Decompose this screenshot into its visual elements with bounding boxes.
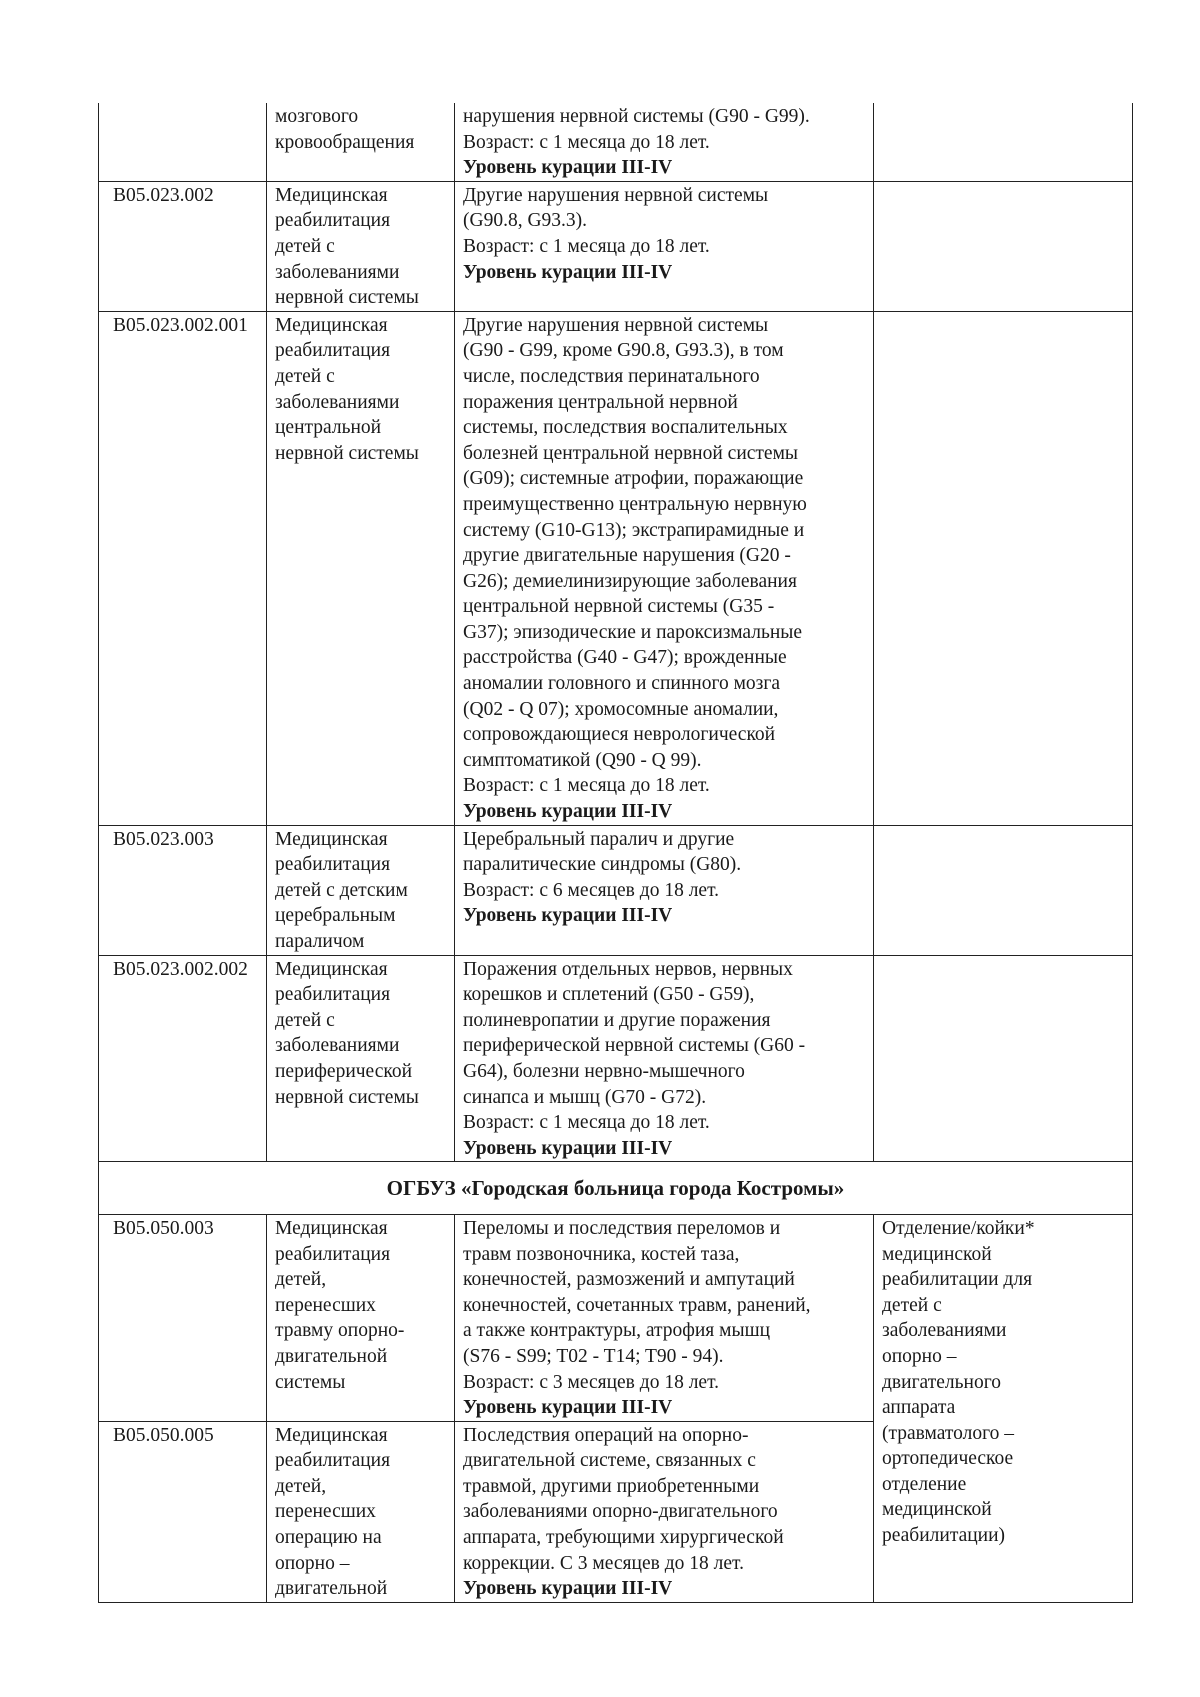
condition-cell-line: а также контрактуры, атрофия мышц <box>463 1320 771 1342</box>
department-cell-empty <box>874 825 1133 955</box>
name-cell-line: Медицинская <box>275 958 388 980</box>
name-cell-line: операцию на <box>275 1527 382 1549</box>
level-label: Уровень курации III-IV <box>463 905 673 927</box>
table-row <box>99 955 1133 1162</box>
condition-cell-line: (Q02 - Q 07); хромосомные аномалии, <box>463 698 779 720</box>
condition-cell-line: Возраст: с 6 месяцев до 18 лет. <box>463 879 720 901</box>
condition-cell-line: G64), болезни нервно-мышечного <box>463 1060 745 1082</box>
name-cell-line: детей, <box>275 1475 327 1497</box>
name-cell-line: заболеваниями <box>275 391 400 413</box>
level-label: Уровень курации III-IV <box>463 1137 673 1159</box>
condition-cell-line: коррекции. С 3 месяцев до 18 лет. <box>463 1552 744 1574</box>
table-row <box>99 1214 1133 1421</box>
condition-cell-line: (G09); системные атрофии, поражающие <box>463 468 804 490</box>
condition-cell-line: Поражения отдельных нервов, нервных <box>463 958 793 980</box>
name-cell-line: нервной системы <box>275 287 419 309</box>
name-cell-line: двигательной <box>275 1345 388 1367</box>
condition-cell-line: числе, последствия перинатального <box>463 365 760 387</box>
condition-cell-line: сопровождающиеся неврологической <box>463 724 776 746</box>
condition-cell-line: (S76 - S99; T02 - T14; T90 - 94). <box>463 1345 724 1367</box>
name-cell-line: параличом <box>275 931 365 952</box>
name-cell-line: перенесших <box>275 1501 376 1523</box>
condition-cell-line: (G90 - G99, кроме G90.8, G93.3), в том <box>463 340 784 362</box>
name-cell-line: перенесших <box>275 1294 376 1316</box>
level-label: Уровень курации III-IV <box>463 801 673 823</box>
name-cell-line: Медицинская <box>275 1217 388 1239</box>
name-cell <box>267 103 455 181</box>
condition-cell-line: Возраст: с 1 месяца до 18 лет. <box>463 1112 710 1134</box>
condition-cell-line: корешков и сплетений (G50 - G59), <box>463 984 755 1006</box>
name-cell-line: центральной <box>275 417 382 439</box>
name-cell-line: системы <box>275 1371 346 1393</box>
name-cell-line: детей с <box>275 235 335 257</box>
condition-cell-line: другие двигательные нарушения (G20 - <box>463 545 791 567</box>
table-row <box>99 103 1133 181</box>
condition-cell-line: Возраст: с 3 месяцев до 18 лет. <box>463 1371 720 1393</box>
name-cell <box>267 311 455 825</box>
code-cell: В05.023.003 <box>99 825 267 955</box>
condition-cell <box>455 1421 874 1602</box>
department-cell-line: (травматолого – <box>882 1422 1015 1444</box>
name-cell-line: заболеваниями <box>275 1035 400 1057</box>
condition-cell-line: Возраст: с 1 месяца до 18 лет. <box>463 131 710 153</box>
table-row <box>99 311 1133 825</box>
condition-cell-line: G37); эпизодические и пароксизмальные <box>463 621 803 643</box>
condition-cell-line: конечностей, размозжений и ампутаций <box>463 1269 795 1291</box>
condition-cell-line: центральной нервной системы (G35 - <box>463 596 775 618</box>
name-cell-line: реабилитация <box>275 1450 391 1472</box>
table-row <box>99 825 1133 955</box>
name-cell-line: опорно – <box>275 1552 350 1574</box>
name-cell-line: детей с <box>275 365 335 387</box>
name-cell <box>267 955 455 1162</box>
table-body-part2 <box>99 1214 1133 1602</box>
code-cell: В05.050.005 <box>99 1421 267 1602</box>
department-cell-line: отделение <box>882 1473 967 1495</box>
condition-cell <box>455 1214 874 1421</box>
name-cell-line: двигательной <box>275 1578 388 1600</box>
department-cell-line: ортопедическое <box>882 1448 1014 1470</box>
department-cell-line: Отделение/койки* <box>882 1217 1035 1239</box>
name-cell-line: мозгового <box>275 106 359 127</box>
condition-cell-line: травм позвоночника, костей таза, <box>463 1243 740 1265</box>
department-cell-line: опорно – <box>882 1345 957 1367</box>
name-cell-line: Медицинская <box>275 828 388 850</box>
code-cell: В05.023.002.001 <box>99 311 267 825</box>
condition-cell-line: болезней центральной нервной системы <box>463 442 799 464</box>
department-cell-empty <box>874 103 1133 181</box>
name-cell-line: реабилитация <box>275 1243 391 1265</box>
name-cell-line: детей с <box>275 1009 335 1031</box>
name-cell-line: кровообращения <box>275 131 415 153</box>
name-cell-line: Медицинская <box>275 1424 388 1446</box>
condition-cell <box>455 825 874 955</box>
condition-cell-line: двигательной системе, связанных с <box>463 1450 756 1472</box>
name-cell-line: нервной системы <box>275 442 419 464</box>
condition-cell <box>455 311 874 825</box>
condition-cell-line: поражения центральной нервной <box>463 391 738 413</box>
name-cell <box>267 1421 455 1602</box>
org-title: ОГБУЗ «Городская больница города Костромы» <box>99 1162 1133 1215</box>
condition-cell-line: Возраст: с 1 месяца до 18 лет. <box>463 235 710 257</box>
name-cell-line: заболеваниями <box>275 261 400 283</box>
condition-cell-line: (G90.8, G93.3). <box>463 210 588 232</box>
condition-cell <box>455 103 874 181</box>
condition-cell-line: паралитические синдромы (G80). <box>463 854 742 876</box>
condition-cell-line: Церебральный паралич и другие <box>463 828 735 850</box>
name-cell-line: периферической <box>275 1060 413 1082</box>
department-cell-empty <box>874 181 1133 311</box>
condition-cell-line: симптоматикой (Q90 - Q 99). <box>463 749 702 771</box>
department-cell-line: медицинской <box>882 1243 992 1265</box>
condition-cell-line: расстройства (G40 - G47); врожденные <box>463 647 787 669</box>
table-body-part1 <box>99 103 1133 1162</box>
condition-cell-line: Возраст: с 1 месяца до 18 лет. <box>463 775 710 797</box>
department-cell-line: заболеваниями <box>882 1320 1007 1342</box>
condition-cell-line: G26); демиелинизирующие заболевания <box>463 570 797 592</box>
department-cell-line: медицинской <box>882 1499 992 1521</box>
name-cell-line: травму опорно- <box>275 1320 405 1342</box>
name-cell-line: нервной системы <box>275 1086 419 1108</box>
condition-cell-line: периферической нервной системы (G60 - <box>463 1035 806 1057</box>
department-cell-line: реабилитации для <box>882 1269 1033 1291</box>
condition-cell-line: Другие нарушения нервной системы <box>463 314 769 336</box>
code-cell: В05.023.002 <box>99 181 267 311</box>
condition-cell-line: Другие нарушения нервной системы <box>463 184 769 206</box>
code-cell <box>99 103 267 181</box>
name-cell-line: реабилитация <box>275 210 391 232</box>
table-row <box>99 181 1133 311</box>
rehabilitation-table <box>98 103 1133 1603</box>
condition-cell-line: аномалии головного и спинного мозга <box>463 673 781 695</box>
condition-cell-line: травмой, другими приобретенными <box>463 1475 760 1497</box>
department-cell-empty <box>874 311 1133 825</box>
condition-cell-line: конечностей, сочетанных травм, ранений, <box>463 1294 811 1316</box>
name-cell-line: Медицинская <box>275 314 388 336</box>
level-label: Уровень курации III-IV <box>463 1578 673 1600</box>
department-cell-line: аппарата <box>882 1397 956 1419</box>
condition-cell-line: заболеваниями опорно-двигательного <box>463 1501 778 1523</box>
org-title-row <box>99 1162 1133 1215</box>
department-cell-line: двигательного <box>882 1371 1001 1393</box>
department-cell <box>874 1214 1133 1602</box>
department-cell-line: детей с <box>882 1294 942 1316</box>
name-cell <box>267 1214 455 1421</box>
code-cell: В05.050.003 <box>99 1214 267 1421</box>
level-label: Уровень курации III-IV <box>463 261 673 283</box>
condition-cell-line: систему (G10-G13); экстрапирамидные и <box>463 519 805 541</box>
name-cell <box>267 825 455 955</box>
condition-cell-line: нарушения нервной системы (G90 - G99). <box>463 106 810 127</box>
level-label: Уровень курации III-IV <box>463 157 673 179</box>
name-cell-line: детей, <box>275 1269 327 1291</box>
name-cell-line: Медицинская <box>275 184 388 206</box>
condition-cell <box>455 181 874 311</box>
condition-cell-line: системы, последствия воспалительных <box>463 417 788 439</box>
table-body-org <box>99 1162 1133 1215</box>
condition-cell-line: синапса и мышц (G70 - G72). <box>463 1086 707 1108</box>
name-cell-line: детей с детским <box>275 879 408 901</box>
name-cell-line: церебральным <box>275 905 396 927</box>
name-cell-line: реабилитация <box>275 854 391 876</box>
department-cell-line: реабилитации) <box>882 1525 1006 1547</box>
department-cell-empty <box>874 955 1133 1162</box>
code-cell: В05.023.002.002 <box>99 955 267 1162</box>
name-cell-line: реабилитация <box>275 984 391 1006</box>
condition-cell-line: полиневропатии и другие поражения <box>463 1009 771 1031</box>
condition-cell-line: преимущественно центральную нервную <box>463 493 807 515</box>
condition-cell-line: аппарата, требующими хирургической <box>463 1527 784 1549</box>
level-label: Уровень курации III-IV <box>463 1397 673 1419</box>
name-cell-line: реабилитация <box>275 340 391 362</box>
condition-cell-line: Переломы и последствия переломов и <box>463 1217 781 1239</box>
name-cell <box>267 181 455 311</box>
condition-cell <box>455 955 874 1162</box>
condition-cell-line: Последствия операций на опорно- <box>463 1424 749 1446</box>
